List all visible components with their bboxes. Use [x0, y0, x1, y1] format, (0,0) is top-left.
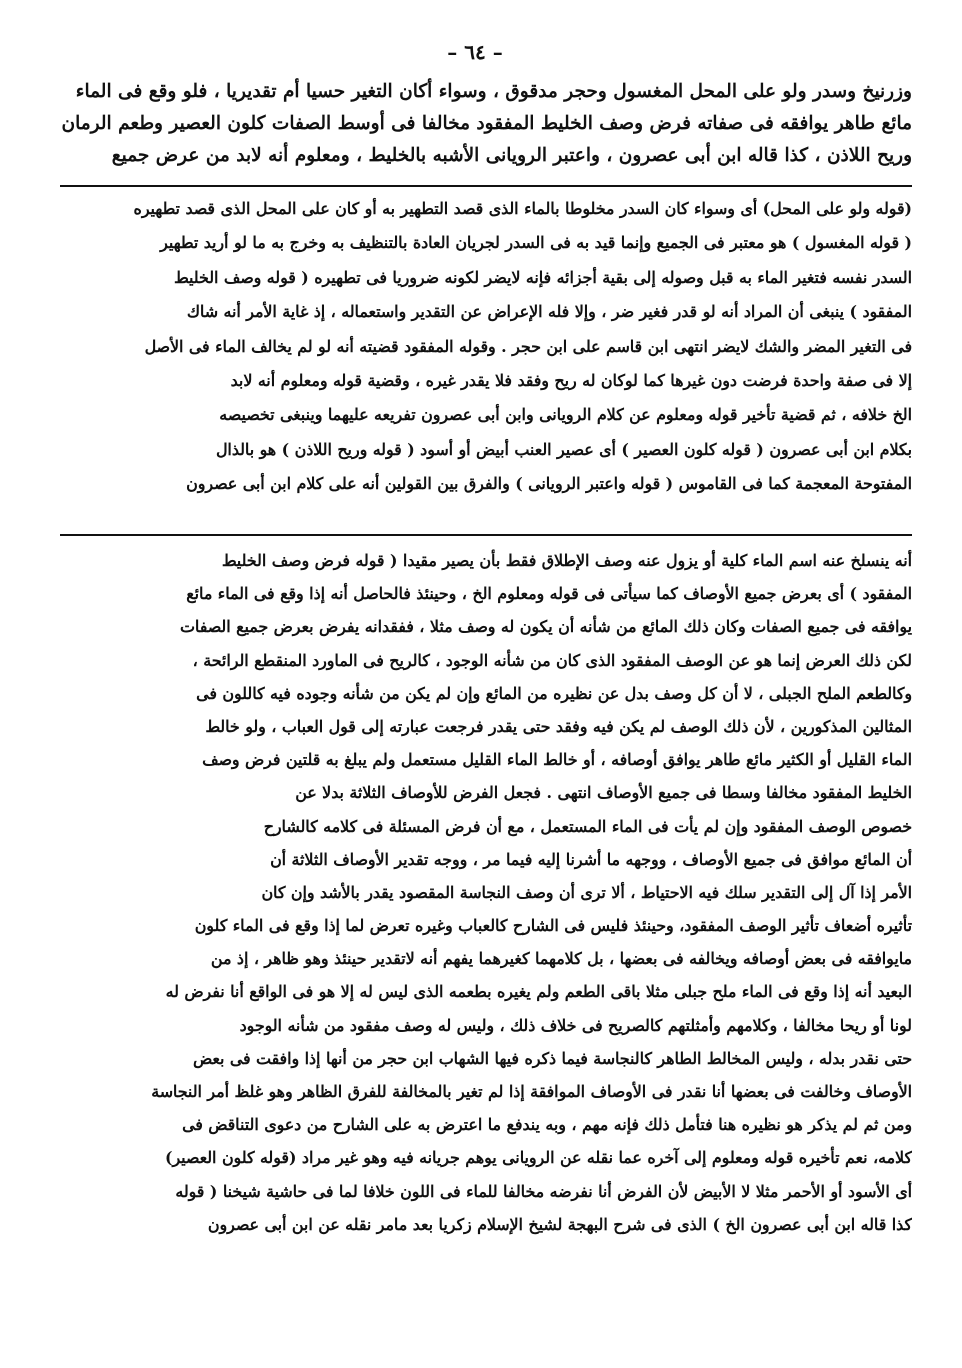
section-divider [60, 534, 912, 536]
commentary-line: بكلام ابن أبى عصرون ( قوله كلون العصير ) أى عصير العنب أبيض أو أسود ( قوله وريح اللاذن ) هو بالذال [215, 439, 912, 459]
gloss-line: أنه ينسلخ عنه اسم الماء كلية أو يزول عنه وصف الإطلاق فقط بأن يصير مقيدا ( قوله فرض وصف الخليط [221, 551, 912, 570]
commentary-line: السدر نفسه فتغير الماء به قبل وصوله إلى بقية أجزائه فإنه لايضر لكونه ضروريا فى تطهيره ( قوله وصف الخليط [174, 267, 912, 287]
gloss-line: الخليط المفقود مخالفا وسطا فى جميع الأوصاف انتهى . فجعل الفرض للأوصاف الثلاثة بدلا عن [295, 783, 912, 803]
gloss-line: حتى نقدر بدله ، وليس المخالط الطاهر كالنجاسة فيما ذكره فيها الشهاب ابن حجر من أنها إذا وافقت فى بعض [192, 1048, 912, 1068]
commentary-line: الخ خلافه ، ثم قضية تأخير قوله ومعلوم عن كلام الرويانى وابن أبى عصرون تفريعه عليهما وينبغى تخصيصه [219, 405, 912, 425]
section-divider [60, 185, 912, 187]
main-text-line: وزرنيخ وسدر ولو على المحل المغسول وحجر مدقوق ، وسواء أكان التغير حسيا أم تقديريا ، فلو وقع فى الماء [75, 81, 912, 102]
page-number: – ٦٤ – [447, 40, 503, 64]
gloss-line: يوافقه فى جميع الصفات وكان ذلك المائع من شأنه أن يكون له وصف مثلا ، ففقدانه يفرض بعرض جميع الصفات [180, 617, 912, 637]
main-text-line: وريح اللاذن ، كذا قاله ابن أبى عصرون ، واعتبر الرويانى الأشبه بالخليط ، ومعلوم أنه لابد من عرض جميع [111, 145, 912, 166]
gloss-line: لونا أو ريحا مخالفا ، وكلامهم وأمثلتهم كالصريح فى خلاف ذلك ، وليس له وصف مفقود من شأنه الوجود [239, 1015, 912, 1035]
gloss-line: الأمر إذا آل إلى التقدير سلك فيه الاحتياط ، ألا ترى أن وصف النجاسة المقصود يقدر بالأشد وإن كان [261, 882, 912, 902]
gloss-block [60, 544, 912, 1241]
gloss-line: البعيد أنه إذا وقع فى الماء ملح جبلى مثلا باقى الطعم ولم يغيره بطعمه الذى ليس له إلا هو فى الواقع أنا نفرض له [165, 982, 912, 1002]
gloss-line: المثالين المذكورين ، لأن ذلك الوصف لم يكن فيه وفقد حتى يقدر فرجعت عبارته إلى قول العباب ، ولو خالط [205, 716, 912, 736]
commentary-line: فى التغير المضر والشك لايضر انتهى ابن قاسم على ابن حجر . وقوله المفقود قضيته أنه لو لم يخالف الماء فى الأصل [144, 336, 912, 356]
gloss-line: تأثيره أضعاف تأثير الوصف المفقود، وحينئذ فليس فى الشارح كالعباب وغيره تعرض لما إذا وقع فى الماء كلون [194, 916, 912, 936]
gloss-line: لكن ذلك العرض إنما هو عن الوصف المفقود الذى كان من شأنه الوجود ، كالريح فى الماورد المنقطع الرائحة ، [192, 650, 912, 670]
commentary-line: ( قوله المغسول ) هو معتبر فى الجميع وإنما قيد به فى السدر لجريان العادة بالتنظيف به وخرج به ما لو أريد تطهير [160, 233, 912, 253]
commentary-block [60, 192, 912, 502]
gloss-line: ومن ثم لم يذكر هو نظيره هنا فتأمل ذلك فإنه مهم ، وبه يندفع ما اعترض به على الشارح من دعوى التناقض فى [182, 1115, 912, 1135]
gloss-line: وكالطعم الملح الجبلى ، لا أن كل وصف بدل عن نظيره من المائع وإن لم يكن من شأنه وجوده فيه كاللون فى [196, 683, 912, 703]
gloss-line: كذا قاله ابن أبى عصرون الخ ) الذى فى شرح البهجة لشيخ الإسلام زكريا بعد مامر نقله عن ابن أبى عصرون [207, 1214, 912, 1234]
commentary-line: المفقود ) ينبغى أن المراد أنه لو قدر فغير ضر ، وإلا فله الإعراض عن التقدير واستعماله ، إذ غاية الأمر أنه شاك [186, 302, 912, 322]
main-text-line: مائع طاهر يوافقه فى صفاته فرض وصف الخليط المفقود مخالفا فى أوسط الصفات كلون العصير وطعم الرمان [61, 113, 912, 134]
gloss-line: كلامه، نعم تأخيره قوله ومعلوم إلى آخره عما نقله عن الرويانى يوهم جريانه فيه وهو غير مراد (قوله كلون العصير) [164, 1148, 912, 1168]
gloss-line: أى الأسود أو الأحمر مثلا لا الأبيض لأن الفرض أنا نفرضه مخالفا للماء فى اللون خلافا لما فى حاشية شيخنا ( قوله [175, 1181, 912, 1201]
gloss-line: المفقود ) أى بعرض جميع الأوصاف كما سيأتى فى قوله ومعلوم الخ ، وحينئذ فالحاصل أنه إذا وقع فى الماء مائع [186, 584, 912, 604]
gloss-line: مايوافقه فى بعض أوصافه ويخالفه فى بعضها ، بل كلامهما كغيرهما يفهم أنه لاتقدير حينئذ وهو ظاهر ، إذ من [210, 949, 912, 969]
commentary-line: المفتوحة المعجمة كما فى القاموس ( قوله واعتبر الرويانى ) والفرق بين القولين أنه على كلام ابن أبى عصرون [186, 474, 912, 494]
commentary-line: (قوله ولو على المحل) أى وسواء كان السدر مخلوطا بالماء الذى قصد التطهير به أو كان على المحل الذى قصد تطهيره [133, 199, 912, 218]
gloss-line: الماء القليل أو الكثير مائع طاهر يوافق أوصافه ، أو خالط الماء القليل مستعمل ولم يبلغ به قلتين فرض وصف [202, 750, 912, 770]
gloss-line: أن المائع موافق فى جميع الأوصاف ، ووجهه ما أشرنا إليه فيما مر ، ووجه تقدير الأوصاف الثلاثة أن [270, 849, 912, 869]
main-text [60, 76, 912, 172]
commentary-line: إلا فى صفة واحدة فرضت دون غيرها كما لوكان له ريح وفقد فلا يقدر غيره ، وقضية قوله ومعلوم أنه لابد [230, 370, 912, 390]
gloss-line: الأوصاف وخالفت فى بعضها أنا نقدر فى الأوصاف الموافقة إذا لم تغير بالمخالفة للفرق الظاهر وهو غلظ أمر النجاسة [151, 1082, 912, 1101]
gloss-line: خصوص الوصف المفقود وإن لم يأت فى الماء المستعمل ، مع أن فرض المسئلة فى كلامه كالشارح [263, 816, 912, 836]
